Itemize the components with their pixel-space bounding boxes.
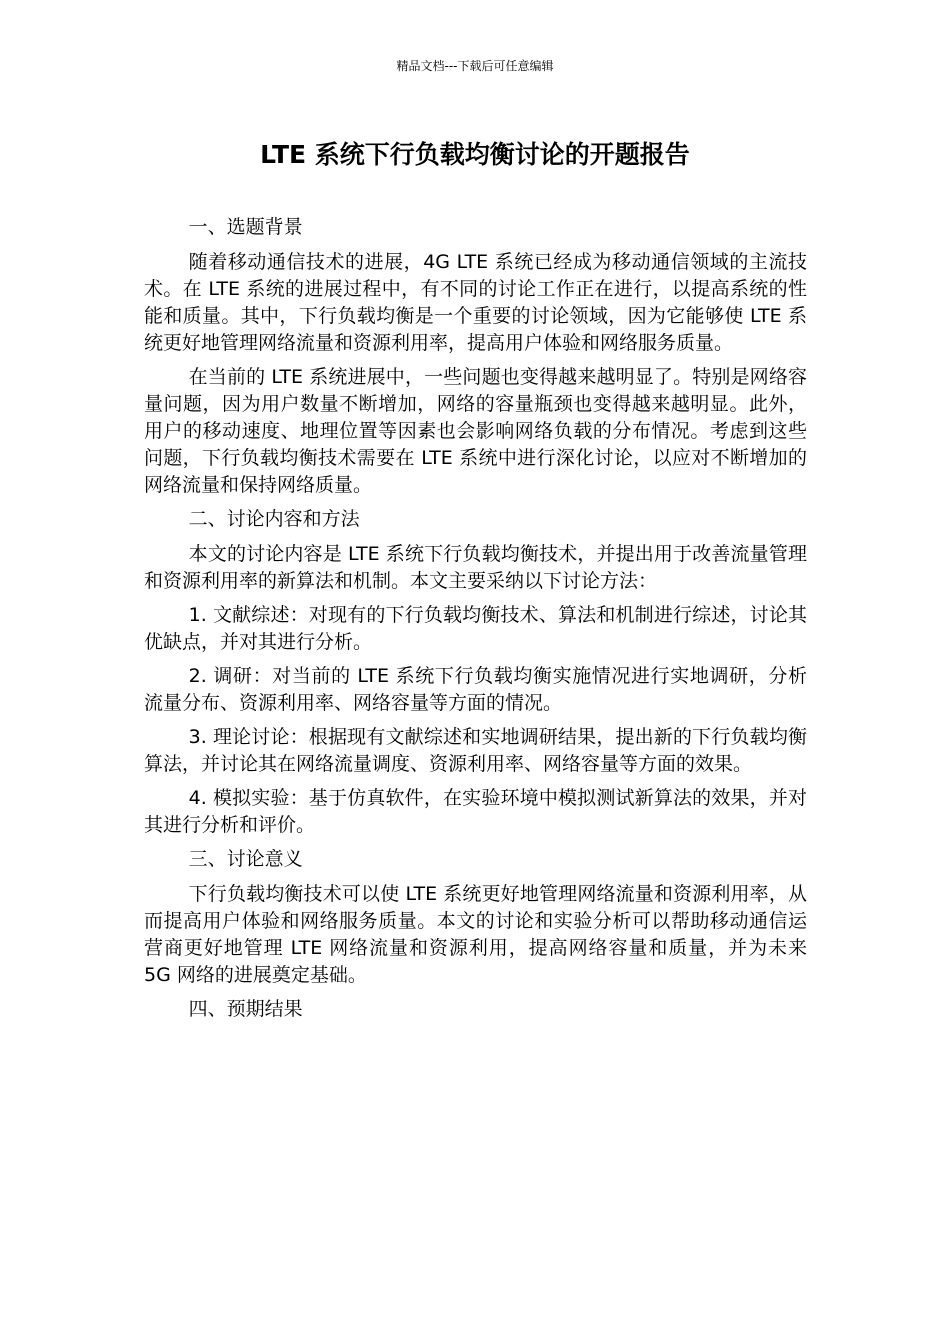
list-item-method: 4. 模拟实验：基于仿真软件，在实验环境中模拟测试新算法的效果，并对其进行分析和评价。 [144,787,807,836]
paragraph: 下行负载均衡技术可以使 LTE 系统更好地管理网络流量和资源利用率，从而提高用户体验和网络服务质量。本文的讨论和实验分析可以帮助移动通信运营商更好地管理 LTE 网络流量和资源利用，提高网络容量和质量，并为未来 5G 网络的进展奠定基础。 [144,883,807,986]
document-title: LTE 系统下行负载均衡讨论的开题报告 [260,140,690,169]
list-item-method: 3. 理论讨论：根据现有文献综述和实地调研结果，提出新的下行负载均衡算法，并讨论其在网络流量调度、资源利用率、网络容量等方面的效果。 [144,726,807,775]
paragraph: 随着移动通信技术的进展，4G LTE 系统已经成为移动通信领域的主流技术。在 LTE 系统的进展过程中，有不同的讨论工作正在进行，以提高系统的性能和质量。其中，下行负载均衡是一个重要的讨论领域，因为它能够使 LTE 系统更好地管理网络流量和资源利用率，提高用户体验和网络服务质量。 [144,251,807,354]
paragraph: 在当前的 LTE 系统进展中，一些问题也变得越来越明显了。特别是网络容量问题，因为用户数量不断增加，网络的容量瓶颈也变得越来越明显。此外，用户的移动速度、地理位置等因素也会影响网络负载的分布情况。考虑到这些问题，下行负载均衡技术需要在 LTE 系统中进行深化讨论，以应对不断增加的网络流量和保持网络质量。 [144,366,807,496]
list-item-method: 1. 文献综述：对现有的下行负载均衡技术、算法和机制进行综述，讨论其优缺点，并对其进行分析。 [144,604,807,653]
document-body [144,214,807,1031]
page-header-watermark: 精品文档---下载后可任意编辑 [396,59,554,73]
section-heading-expected-results: 四、预期结果 [188,998,303,1020]
list-item-method: 2. 调研：对当前的 LTE 系统下行负载均衡实施情况进行实地调研，分析流量分布、资源利用率、网络容量等方面的情况。 [144,665,807,714]
section-heading-significance: 三、讨论意义 [188,848,303,870]
paragraph: 本文的讨论内容是 LTE 系统下行负载均衡技术，并提出用于改善流量管理和资源利用率的新算法和机制。本文主要采纳以下讨论方法： [144,543,807,592]
section-heading-background: 一、选题背景 [188,216,303,238]
section-heading-content-methods: 二、讨论内容和方法 [188,508,360,530]
